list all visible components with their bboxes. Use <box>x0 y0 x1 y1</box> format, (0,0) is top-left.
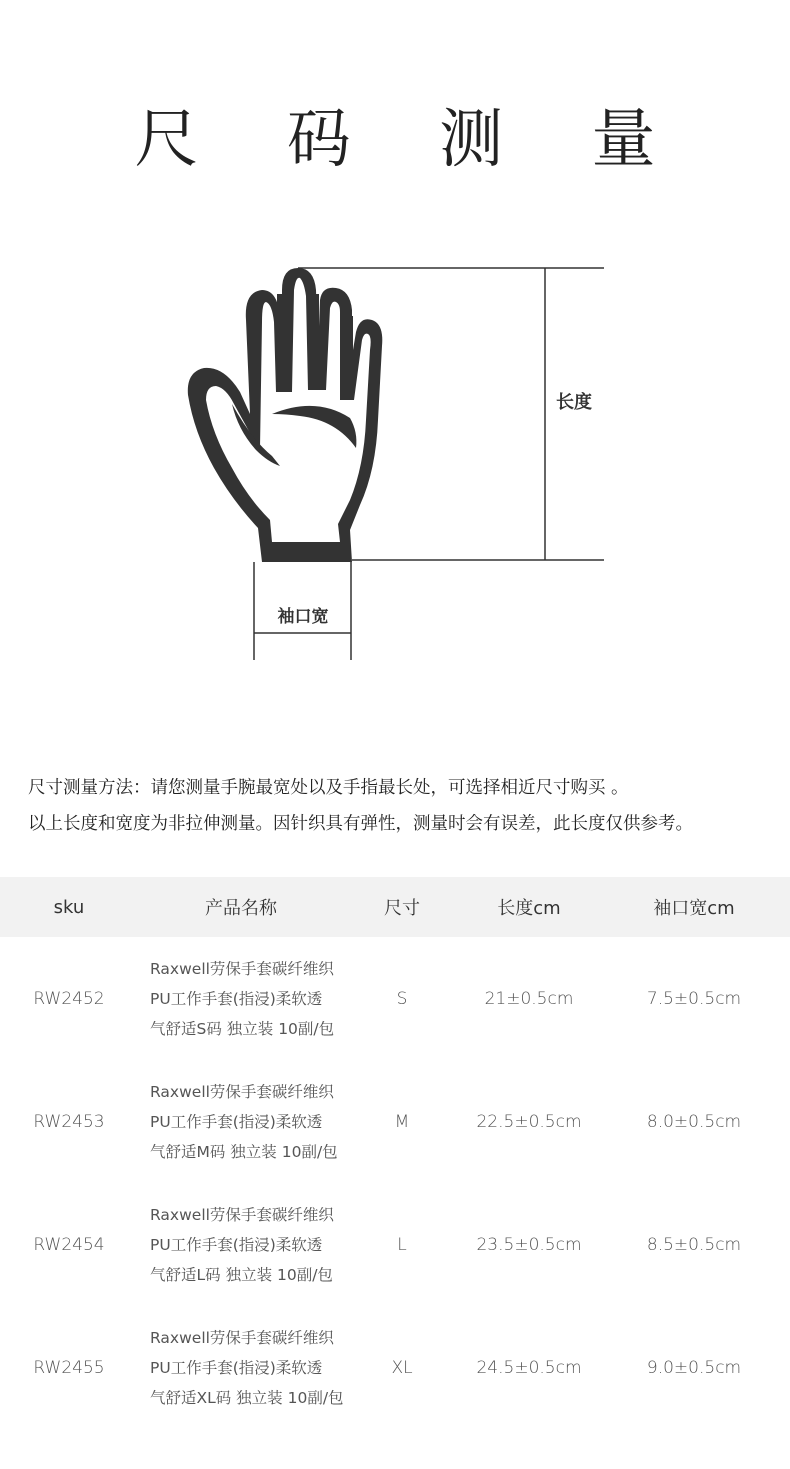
name-line: PU工作手套(指浸)柔软透 <box>150 1358 323 1377</box>
cell-length: 23.5±0.5cm <box>476 1234 582 1255</box>
cell-cuff-width: 8.5±0.5cm <box>646 1234 742 1255</box>
notes-line: 尺寸测量方法：请您测量手腕最宽处以及手指最长处，可选择相近尺寸购买 。 <box>28 778 629 798</box>
name-line: 气舒适S码 独立装 10副/包 <box>150 1019 335 1038</box>
cell-size: S <box>396 988 408 1009</box>
name-line: 气舒适M码 独立装 10副/包 <box>150 1142 338 1161</box>
cell-product-name <box>138 1200 344 1290</box>
page-title: 尺 码 测 量 <box>134 103 690 177</box>
name-line: PU工作手套(指浸)柔软透 <box>150 1112 323 1131</box>
glove-icon <box>188 268 382 562</box>
header-length: 长度cm <box>497 898 561 919</box>
cell-size: L <box>397 1234 407 1255</box>
measurement-notes <box>28 770 693 842</box>
header-cuff-width: 袖口宽cm <box>653 898 735 919</box>
cell-cuff-width: 9.0±0.5cm <box>646 1357 742 1378</box>
cell-size: M <box>394 1111 410 1132</box>
name-line: Raxwell劳保手套碳纤维织 <box>150 1205 334 1224</box>
cuff-width-label: 袖口宽 <box>277 607 329 627</box>
cell-length: 21±0.5cm <box>484 988 574 1009</box>
name-line: Raxwell劳保手套碳纤维织 <box>150 1328 334 1347</box>
cell-sku: RW2454 <box>33 1234 105 1255</box>
name-line: PU工作手套(指浸)柔软透 <box>150 1235 323 1254</box>
name-line: Raxwell劳保手套碳纤维织 <box>150 1082 334 1101</box>
name-line: PU工作手套(指浸)柔软透 <box>150 989 323 1008</box>
cell-product-name <box>138 1323 344 1413</box>
cell-sku: RW2455 <box>33 1357 105 1378</box>
table-row <box>0 937 790 1060</box>
cell-product-name <box>138 954 344 1044</box>
hand-measurement-diagram <box>0 0 790 700</box>
header-product-name: 产品名称 <box>205 898 277 919</box>
cell-size: XL <box>391 1357 413 1378</box>
name-line: 气舒适XL码 独立装 10副/包 <box>150 1388 344 1407</box>
cell-sku: RW2453 <box>33 1111 105 1132</box>
header-size: 尺寸 <box>384 898 420 919</box>
cell-product-name <box>138 1077 344 1167</box>
name-line: 气舒适L码 独立装 10副/包 <box>150 1265 333 1284</box>
name-line: Raxwell劳保手套碳纤维织 <box>150 959 334 978</box>
size-table <box>0 877 790 1429</box>
table-row <box>0 1183 790 1306</box>
header-sku: sku <box>53 896 85 918</box>
cell-length: 22.5±0.5cm <box>476 1111 582 1132</box>
cell-sku: RW2452 <box>33 988 105 1009</box>
table-row <box>0 1306 790 1429</box>
cell-cuff-width: 8.0±0.5cm <box>646 1111 742 1132</box>
cell-cuff-width: 7.5±0.5cm <box>646 988 742 1009</box>
cell-length: 24.5±0.5cm <box>476 1357 582 1378</box>
length-label: 长度 <box>556 392 592 413</box>
notes-line: 以上长度和宽度为非拉伸测量。因针织具有弹性，测量时会有误差，此长度仅供参考。 <box>28 814 693 834</box>
table-row <box>0 1060 790 1183</box>
table-header <box>0 877 790 937</box>
